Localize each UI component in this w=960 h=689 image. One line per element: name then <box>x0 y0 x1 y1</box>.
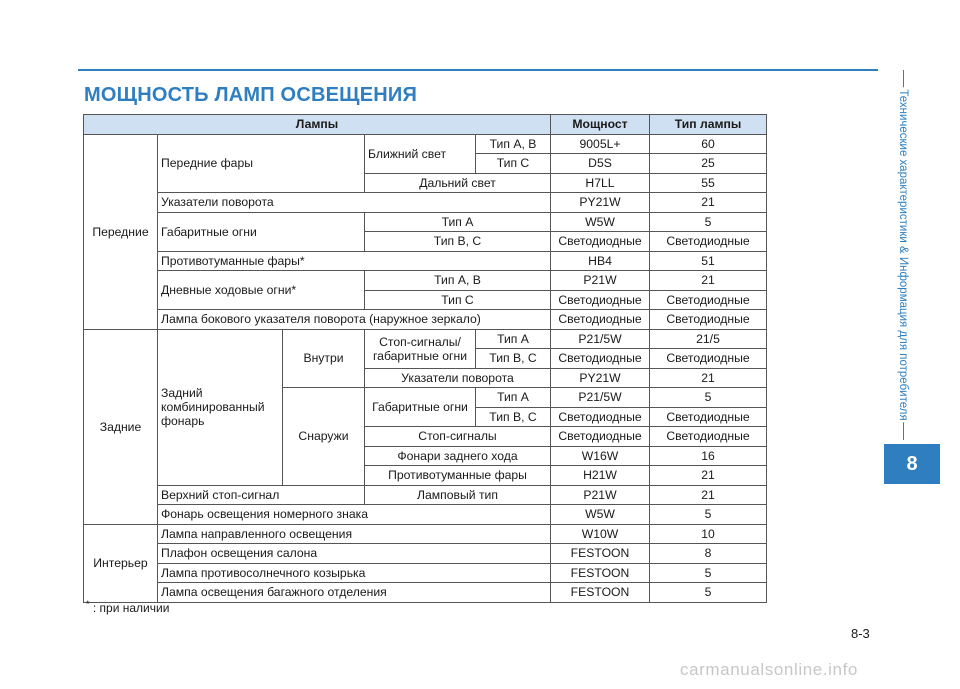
power-cell: Светодиодные <box>551 407 650 427</box>
stop-tail-cell: Стоп-сигналы/ габаритные огни <box>365 329 476 368</box>
footnote <box>86 599 169 615</box>
power-cell: D5S <box>551 154 650 174</box>
row-label: Фонари заднего хода <box>365 446 551 466</box>
group-interior: Интерьер <box>84 524 158 602</box>
type-cell: 5 <box>650 563 767 583</box>
table-row <box>84 193 767 213</box>
type-cell: 60 <box>650 134 767 154</box>
chapter-side-label: Технические характеристики & Информация для потребителя <box>897 89 909 421</box>
group-front: Передние <box>84 134 158 329</box>
row-label: Тип A <box>365 212 551 232</box>
rear-combo-cell: Задний комбинированный фонарь <box>158 329 283 485</box>
type-cell: 8 <box>650 544 767 564</box>
type-cell: 5 <box>650 388 767 408</box>
power-cell: 9005L+ <box>551 134 650 154</box>
row-label: Тип B, C <box>365 232 551 252</box>
row-label: Верхний стоп-сигнал <box>158 485 365 505</box>
row-label: Тип A, B <box>365 271 551 291</box>
type-cell: 51 <box>650 251 767 271</box>
type-cell: 25 <box>650 154 767 174</box>
type-cell: Светодиодные <box>650 290 767 310</box>
power-cell: HB4 <box>551 251 650 271</box>
type-cell: Светодиодные <box>650 349 767 369</box>
position-lamps-cell: Габаритные огни <box>158 212 365 251</box>
table-row <box>84 212 767 232</box>
table-row <box>84 583 767 603</box>
power-cell: FESTOON <box>551 563 650 583</box>
type-cell: Светодиодные <box>650 310 767 330</box>
row-label: Фонарь освещения номерного знака <box>158 505 551 525</box>
power-cell: P21W <box>551 485 650 505</box>
row-label: Стоп-сигналы <box>365 427 551 447</box>
top-rule <box>78 69 878 71</box>
table-row <box>84 251 767 271</box>
row-label: Лампа бокового указателя поворота (наружное зеркало) <box>158 310 551 330</box>
power-cell: H21W <box>551 466 650 486</box>
type-cell: Светодиодные <box>650 427 767 447</box>
group-rear: Задние <box>84 329 158 524</box>
power-cell: Светодиодные <box>551 427 650 447</box>
row-label: Тип B, C <box>476 349 551 369</box>
table-row <box>84 544 767 564</box>
row-label: Противотуманные фары* <box>158 251 551 271</box>
row-label: Плафон освещения салона <box>158 544 551 564</box>
table-header-row <box>84 115 767 135</box>
row-sublabel: Ламповый тип <box>365 485 551 505</box>
row-label: Указатели поворота <box>158 193 551 213</box>
type-cell: 21 <box>650 485 767 505</box>
power-cell: Светодиодные <box>551 310 650 330</box>
row-label: Лампа направленного освещения <box>158 524 551 544</box>
type-cell: 21/5 <box>650 329 767 349</box>
table-row <box>84 271 767 291</box>
low-beam-cell: Ближний свет <box>365 134 476 173</box>
row-label: Лампа освещения багажного отделения <box>158 583 551 603</box>
row-label: Тип A, B <box>476 134 551 154</box>
power-cell: W16W <box>551 446 650 466</box>
page-title: МОЩНОСТЬ ЛАМП ОСВЕЩЕНИЯ <box>84 84 418 106</box>
header-power: Мощност <box>551 115 650 135</box>
header-lamps: Лампы <box>84 115 551 135</box>
table-row <box>84 524 767 544</box>
row-label: Тип A <box>476 329 551 349</box>
type-cell: 55 <box>650 173 767 193</box>
row-label: Лампа противосолнечного козырька <box>158 563 551 583</box>
row-label: Противотуманные фары <box>365 466 551 486</box>
power-cell: W5W <box>551 505 650 525</box>
power-cell: W5W <box>551 212 650 232</box>
table-row <box>84 310 767 330</box>
power-cell: FESTOON <box>551 583 650 603</box>
page-number: 8-3 <box>851 626 870 641</box>
type-cell: 21 <box>650 466 767 486</box>
chapter-tab[interactable]: 8 <box>884 444 940 484</box>
power-cell: PY21W <box>551 368 650 388</box>
row-label: Тип B, C <box>476 407 551 427</box>
tail-cell: Габаритные огни <box>365 388 476 427</box>
type-cell: 5 <box>650 212 767 232</box>
row-label: Указатели поворота <box>365 368 551 388</box>
row-label: Дальний свет <box>365 173 551 193</box>
power-cell: Светодиодные <box>551 349 650 369</box>
footnote-text: : при наличии <box>89 601 170 615</box>
headlights-cell: Передние фары <box>158 134 365 193</box>
drl-cell: Дневные ходовые огни* <box>158 271 365 310</box>
type-cell: Светодиодные <box>650 407 767 427</box>
watermark: carmanualsonline.info <box>680 660 858 679</box>
lamp-wattage-table <box>83 114 767 603</box>
table-row <box>84 505 767 525</box>
footnote-mark: * <box>86 599 90 609</box>
type-cell: 21 <box>650 271 767 291</box>
power-cell: Светодиодные <box>551 290 650 310</box>
power-cell: PY21W <box>551 193 650 213</box>
table-row <box>84 563 767 583</box>
row-label: Тип C <box>365 290 551 310</box>
power-cell: P21/5W <box>551 329 650 349</box>
table-row <box>84 485 767 505</box>
power-cell: P21/5W <box>551 388 650 408</box>
type-cell: 5 <box>650 583 767 603</box>
power-cell: W10W <box>551 524 650 544</box>
type-cell: 16 <box>650 446 767 466</box>
header-type: Тип лампы <box>650 115 767 135</box>
type-cell: 21 <box>650 193 767 213</box>
power-cell: P21W <box>551 271 650 291</box>
outside-cell: Снаружи <box>283 388 365 486</box>
row-label: Тип A <box>476 388 551 408</box>
type-cell: 5 <box>650 505 767 525</box>
power-cell: H7LL <box>551 173 650 193</box>
table-row <box>84 329 767 349</box>
table-row <box>84 134 767 154</box>
row-label: Тип C <box>476 154 551 174</box>
power-cell: Светодиодные <box>551 232 650 252</box>
inside-cell: Внутри <box>283 329 365 388</box>
type-cell: 21 <box>650 368 767 388</box>
type-cell: Светодиодные <box>650 232 767 252</box>
type-cell: 10 <box>650 524 767 544</box>
power-cell: FESTOON <box>551 544 650 564</box>
